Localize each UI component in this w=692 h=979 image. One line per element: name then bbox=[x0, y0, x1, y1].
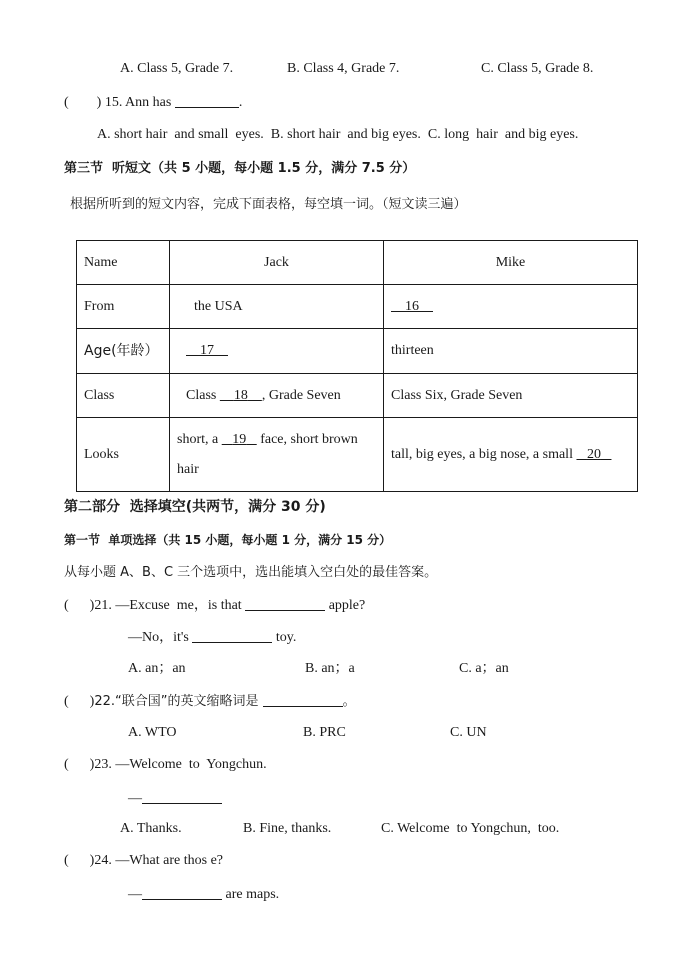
q24-line2: — are maps. bbox=[128, 887, 280, 902]
mike-from-cell bbox=[384, 285, 638, 329]
row-label-looks: Looks bbox=[77, 418, 170, 492]
q15-stem: ( ) 15. Ann has . bbox=[64, 95, 243, 110]
answer-paren[interactable]: ( ) bbox=[64, 694, 95, 709]
q22-option-c: C. UN bbox=[450, 725, 487, 740]
q21-line2: —No，it's toy. bbox=[128, 630, 297, 645]
q21-option-c: C. a；an bbox=[459, 661, 509, 676]
jack-from: the USA bbox=[170, 285, 384, 329]
answer-paren[interactable]: ( ) bbox=[64, 598, 95, 613]
section3-title: 第三节 听短文（共 5 小题，每小题 1.5 分，满分 7.5 分） bbox=[64, 161, 416, 176]
q22-stem: ( )22.“联合国”的英文缩略词是 。 bbox=[64, 694, 356, 709]
row-label-from: From bbox=[77, 285, 170, 329]
part2-section1-title: 第一节 单项选择（共 15 小题，每小题 1 分，满分 15 分） bbox=[64, 533, 392, 547]
header-name: Name bbox=[77, 241, 170, 285]
blank-19[interactable]: 19 bbox=[232, 431, 247, 447]
q23-option-a: A. Thanks. bbox=[120, 821, 182, 836]
answer-blank[interactable] bbox=[192, 628, 272, 643]
header-jack: Jack bbox=[170, 241, 384, 285]
part2-instruction: 从每小题 A、B、C 三个选项中，选出能填入空白处的最佳答案。 bbox=[64, 565, 438, 580]
q23-option-b: B. Fine, thanks. bbox=[243, 821, 332, 836]
q24-stem: ( )24. —What are thos e? bbox=[64, 853, 224, 868]
jack-class-cell: Class 18 , Grade Seven bbox=[170, 374, 384, 418]
q21-option-b: B. an；a bbox=[305, 661, 355, 676]
q23-line2: — bbox=[128, 789, 222, 808]
mike-age: thirteen bbox=[384, 329, 638, 374]
part2-title: 第二部分 选择填空(共两节，满分 30 分) bbox=[64, 499, 326, 515]
q23-option-c: C. Welcome to Yongchun, too. bbox=[381, 821, 560, 836]
blank-20[interactable]: 20 bbox=[586, 446, 601, 462]
q14-option-a: A. Class 5, Grade 7. bbox=[120, 61, 234, 76]
blank-18[interactable]: 18 bbox=[233, 387, 248, 403]
header-mike: Mike bbox=[384, 241, 638, 285]
jack-age-cell bbox=[170, 329, 384, 374]
q14-option-c: C. Class 5, Grade 8. bbox=[481, 61, 594, 76]
answer-blank[interactable] bbox=[142, 885, 222, 900]
info-table bbox=[76, 240, 638, 492]
blank-17[interactable]: 17 bbox=[200, 343, 214, 358]
q22-option-b: B. PRC bbox=[303, 725, 346, 740]
q21-stem: ( )21. —Excuse me，is that apple? bbox=[64, 598, 366, 613]
q22-option-a: A. WTO bbox=[128, 725, 177, 740]
answer-blank[interactable] bbox=[245, 596, 325, 611]
answer-blank[interactable] bbox=[175, 93, 239, 108]
answer-paren[interactable]: ( ) bbox=[64, 853, 95, 868]
answer-paren[interactable]: ( ) bbox=[64, 95, 102, 110]
q14-option-b: B. Class 4, Grade 7. bbox=[287, 61, 400, 76]
answer-paren[interactable]: ( ) bbox=[64, 757, 95, 772]
jack-looks-cell: short, a 19 face, short brown hair bbox=[170, 418, 384, 492]
row-label-class: Class bbox=[77, 374, 170, 418]
q23-stem: ( )23. —Welcome to Yongchun. bbox=[64, 757, 267, 772]
blank-16[interactable]: 16 bbox=[405, 298, 419, 314]
section3-instruction: 根据所听到的短文内容，完成下面表格，每空填一词。（短文读三遍） bbox=[70, 197, 467, 212]
mike-class: Class Six, Grade Seven bbox=[384, 374, 638, 418]
mike-looks-cell: tall, big eyes, a big nose, a small 20 bbox=[384, 418, 638, 492]
q21-option-a: A. an；an bbox=[128, 661, 186, 676]
answer-blank[interactable] bbox=[142, 789, 222, 804]
answer-blank[interactable] bbox=[263, 692, 343, 707]
row-label-age: Age(年龄） bbox=[77, 329, 170, 374]
q15-options: A. short hair and small eyes. B. short hair and big eyes. C. long hair and big eyes. bbox=[97, 127, 579, 142]
